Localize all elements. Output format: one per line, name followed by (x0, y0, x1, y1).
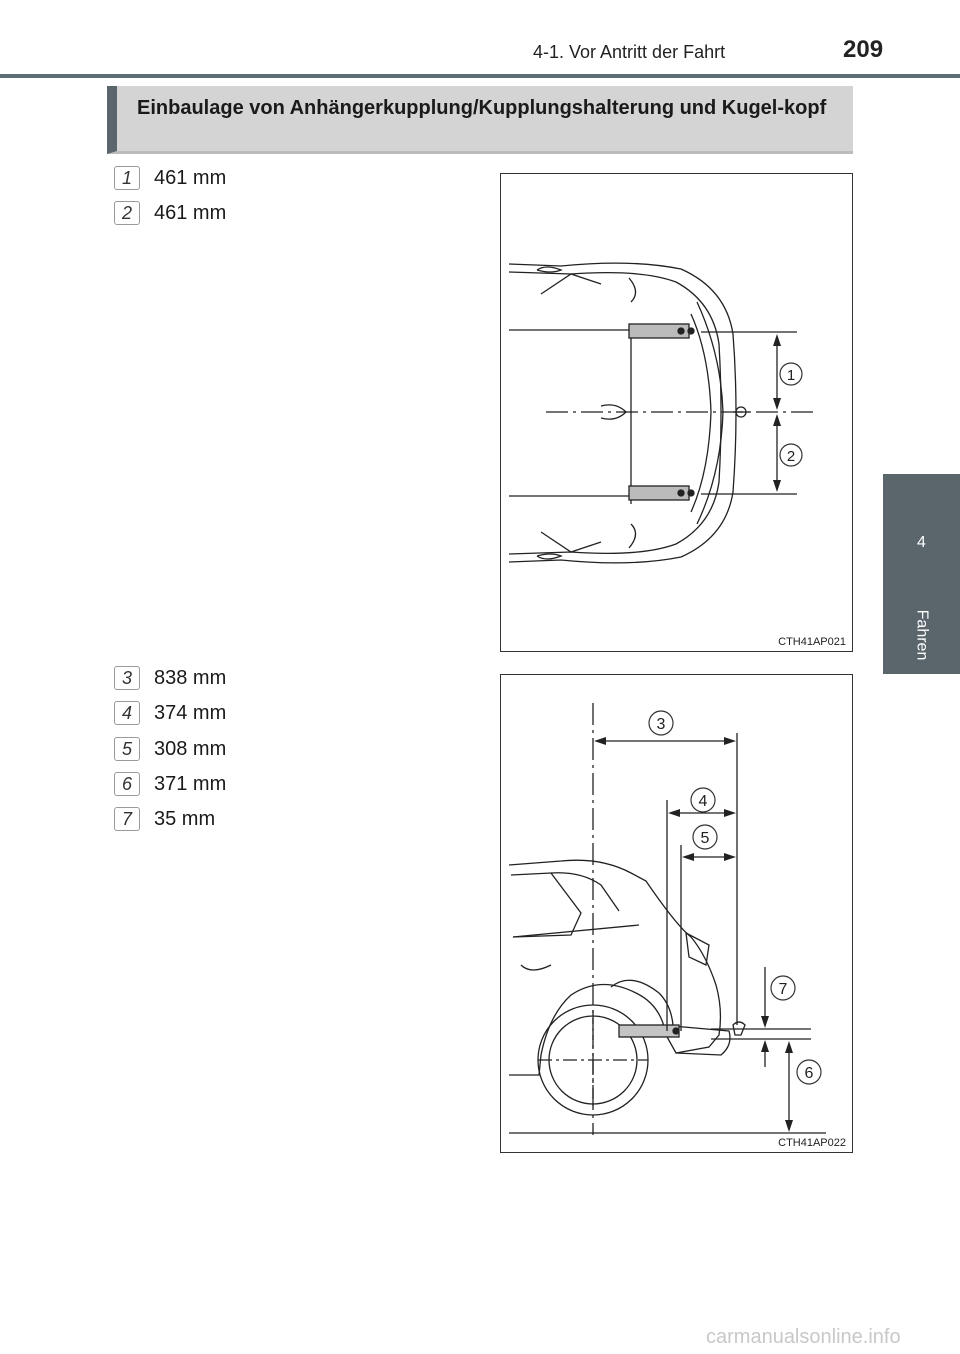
top-view-drawing (501, 174, 854, 653)
side-view-drawing (501, 675, 854, 1154)
item-number-badge: 4 (114, 701, 140, 725)
figure-code: CTH41AP021 (778, 636, 846, 648)
chapter-number: 4 (917, 534, 926, 551)
item-value: 838 mm (154, 667, 227, 689)
header-section-title: 4-1. Vor Antritt der Fahrt (533, 42, 726, 62)
watermark: carmanualsonline.info (706, 1326, 901, 1348)
item-value: 461 mm (154, 167, 227, 189)
item-number-badge: 1 (114, 166, 140, 190)
figure-top-view (500, 173, 853, 652)
figure2-callout: 5 (700, 830, 710, 847)
item-number-badge: 5 (114, 737, 140, 761)
item-value: 308 mm (154, 738, 227, 760)
figure2-callout: 4 (698, 793, 708, 810)
item-value: 371 mm (154, 773, 227, 795)
chapter-label: Fahren (913, 609, 931, 661)
figure1-callout: 2 (786, 448, 796, 465)
figure-code: CTH41AP022 (778, 1137, 846, 1149)
figure2-callout: 3 (656, 716, 666, 733)
figure2-callout: 6 (804, 1065, 814, 1082)
item-value: 35 mm (154, 808, 216, 830)
item-number-badge: 6 (114, 772, 140, 796)
item-value: 461 mm (154, 202, 227, 224)
figure2-callout: 7 (778, 981, 788, 998)
section-title: Einbaulage von Anhängerkupplung/Kupplungshalterung und Kugel-kopf (137, 97, 827, 119)
item-number-badge: 7 (114, 807, 140, 831)
figure1-callout: 1 (786, 367, 796, 384)
page-number: 209 (843, 36, 884, 63)
figure-side-view (500, 674, 853, 1153)
item-number-badge: 3 (114, 666, 140, 690)
item-value: 374 mm (154, 702, 227, 724)
item-number-badge: 2 (114, 201, 140, 225)
section-heading (107, 86, 853, 154)
header-rule (0, 74, 960, 78)
